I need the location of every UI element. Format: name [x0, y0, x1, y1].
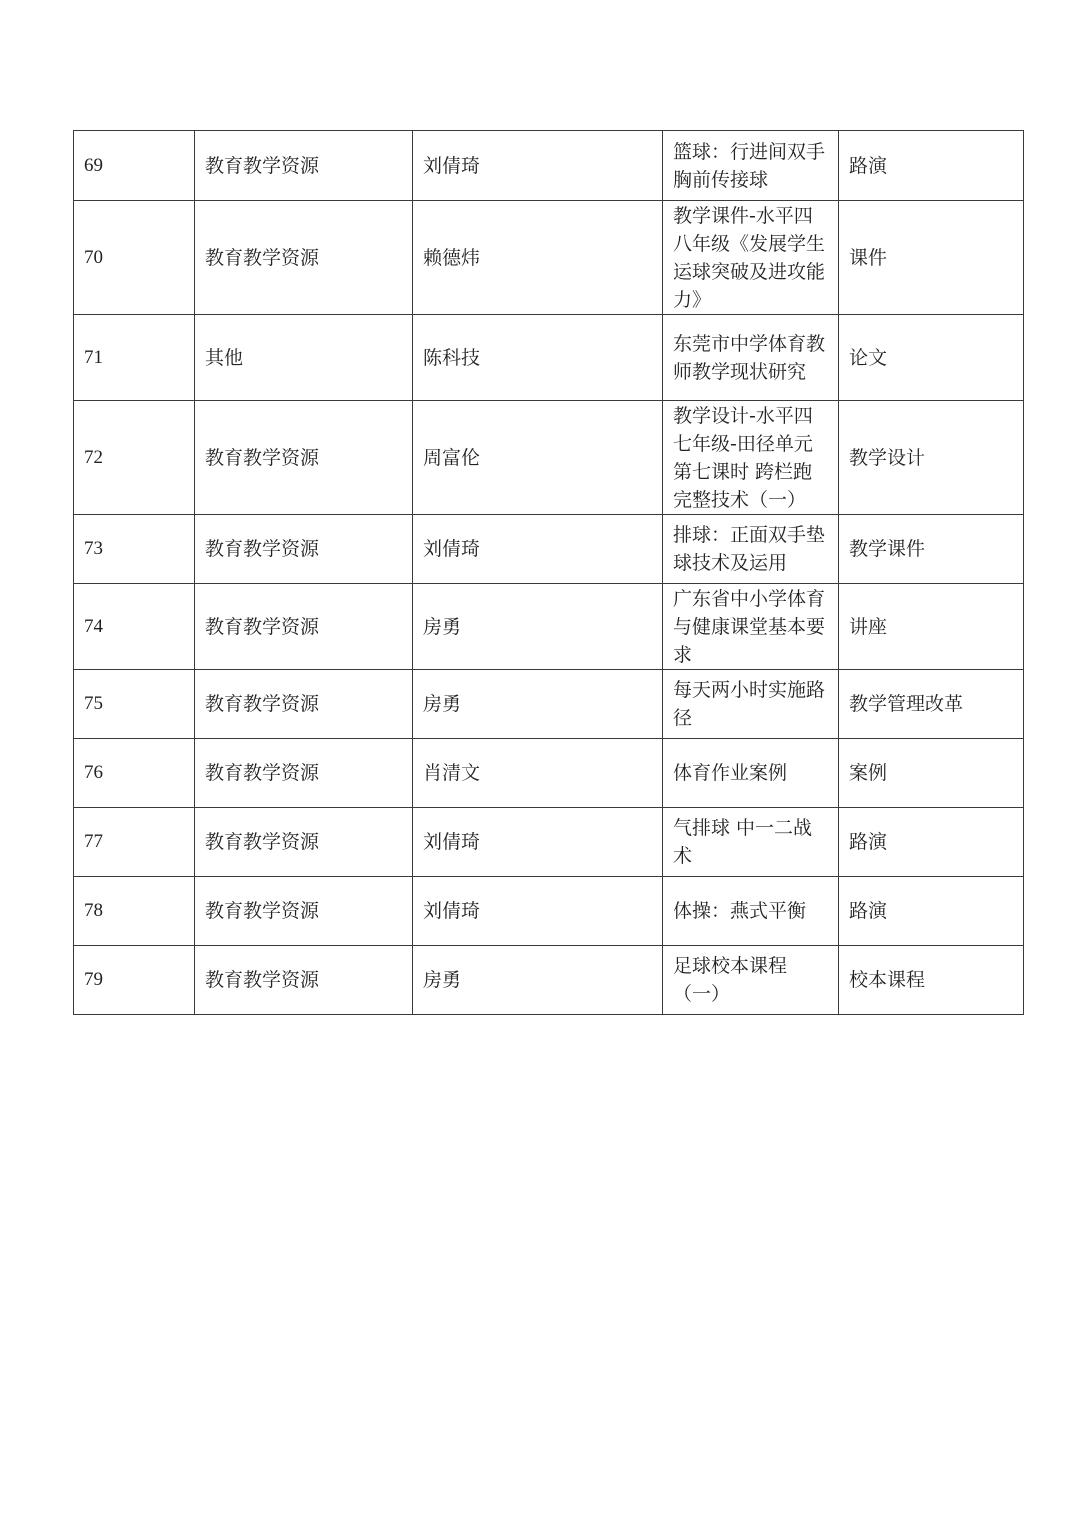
type-cell: 论文: [839, 315, 1024, 401]
title-cell: 气排球 中一二战术: [663, 808, 839, 877]
author-cell: 周富伦: [413, 401, 663, 515]
category-cell: 教育教学资源: [195, 131, 413, 201]
table-row: [74, 739, 1024, 808]
resource-table: [73, 130, 1024, 1015]
category-cell: 教育教学资源: [195, 201, 413, 315]
author-cell: 房勇: [413, 670, 663, 739]
title-cell: 篮球：行进间双手胸前传接球: [663, 131, 839, 201]
author-cell: 刘倩琦: [413, 877, 663, 946]
title-cell: 每天两小时实施路径: [663, 670, 839, 739]
title-cell: 排球：正面双手垫球技术及运用: [663, 515, 839, 584]
type-cell: 讲座: [839, 584, 1024, 670]
table-row: [74, 201, 1024, 315]
type-cell: 路演: [839, 131, 1024, 201]
author-cell: 刘倩琦: [413, 515, 663, 584]
category-cell: 教育教学资源: [195, 401, 413, 515]
author-cell: 房勇: [413, 946, 663, 1015]
type-cell: 课件: [839, 201, 1024, 315]
type-cell: 教学设计: [839, 401, 1024, 515]
row-number: 72: [74, 401, 195, 515]
title-cell: 广东省中小学体育与健康课堂基本要求: [663, 584, 839, 670]
title-cell: 教学课件-水平四八年级《发展学生运球突破及进攻能力》: [663, 201, 839, 315]
title-cell: 体育作业案例: [663, 739, 839, 808]
category-cell: 教育教学资源: [195, 670, 413, 739]
row-number: 75: [74, 670, 195, 739]
table-row: [74, 808, 1024, 877]
row-number: 70: [74, 201, 195, 315]
category-cell: 教育教学资源: [195, 739, 413, 808]
author-cell: 刘倩琦: [413, 808, 663, 877]
type-cell: 教学管理改革: [839, 670, 1024, 739]
title-cell: 东莞市中学体育教师教学现状研究: [663, 315, 839, 401]
row-number: 73: [74, 515, 195, 584]
type-cell: 校本课程: [839, 946, 1024, 1015]
table-row: [74, 670, 1024, 739]
row-number: 74: [74, 584, 195, 670]
row-number: 79: [74, 946, 195, 1015]
category-cell: 其他: [195, 315, 413, 401]
row-number: 69: [74, 131, 195, 201]
type-cell: 路演: [839, 877, 1024, 946]
category-cell: 教育教学资源: [195, 808, 413, 877]
row-number: 77: [74, 808, 195, 877]
table-row: [74, 401, 1024, 515]
table-row: [74, 131, 1024, 201]
author-cell: 陈科技: [413, 315, 663, 401]
category-cell: 教育教学资源: [195, 584, 413, 670]
author-cell: 刘倩琦: [413, 131, 663, 201]
row-number: 78: [74, 877, 195, 946]
author-cell: 肖清文: [413, 739, 663, 808]
category-cell: 教育教学资源: [195, 946, 413, 1015]
title-cell: 足球校本课程（一）: [663, 946, 839, 1015]
row-number: 71: [74, 315, 195, 401]
category-cell: 教育教学资源: [195, 877, 413, 946]
author-cell: 房勇: [413, 584, 663, 670]
table-row: [74, 515, 1024, 584]
table-row: [74, 584, 1024, 670]
row-number: 76: [74, 739, 195, 808]
type-cell: 教学课件: [839, 515, 1024, 584]
table-row: [74, 946, 1024, 1015]
category-cell: 教育教学资源: [195, 515, 413, 584]
table-row: [74, 877, 1024, 946]
table-row: [74, 315, 1024, 401]
type-cell: 案例: [839, 739, 1024, 808]
title-cell: 教学设计-水平四七年级-田径单元第七课时 跨栏跑完整技术（一）: [663, 401, 839, 515]
author-cell: 赖德炜: [413, 201, 663, 315]
type-cell: 路演: [839, 808, 1024, 877]
title-cell: 体操：燕式平衡: [663, 877, 839, 946]
